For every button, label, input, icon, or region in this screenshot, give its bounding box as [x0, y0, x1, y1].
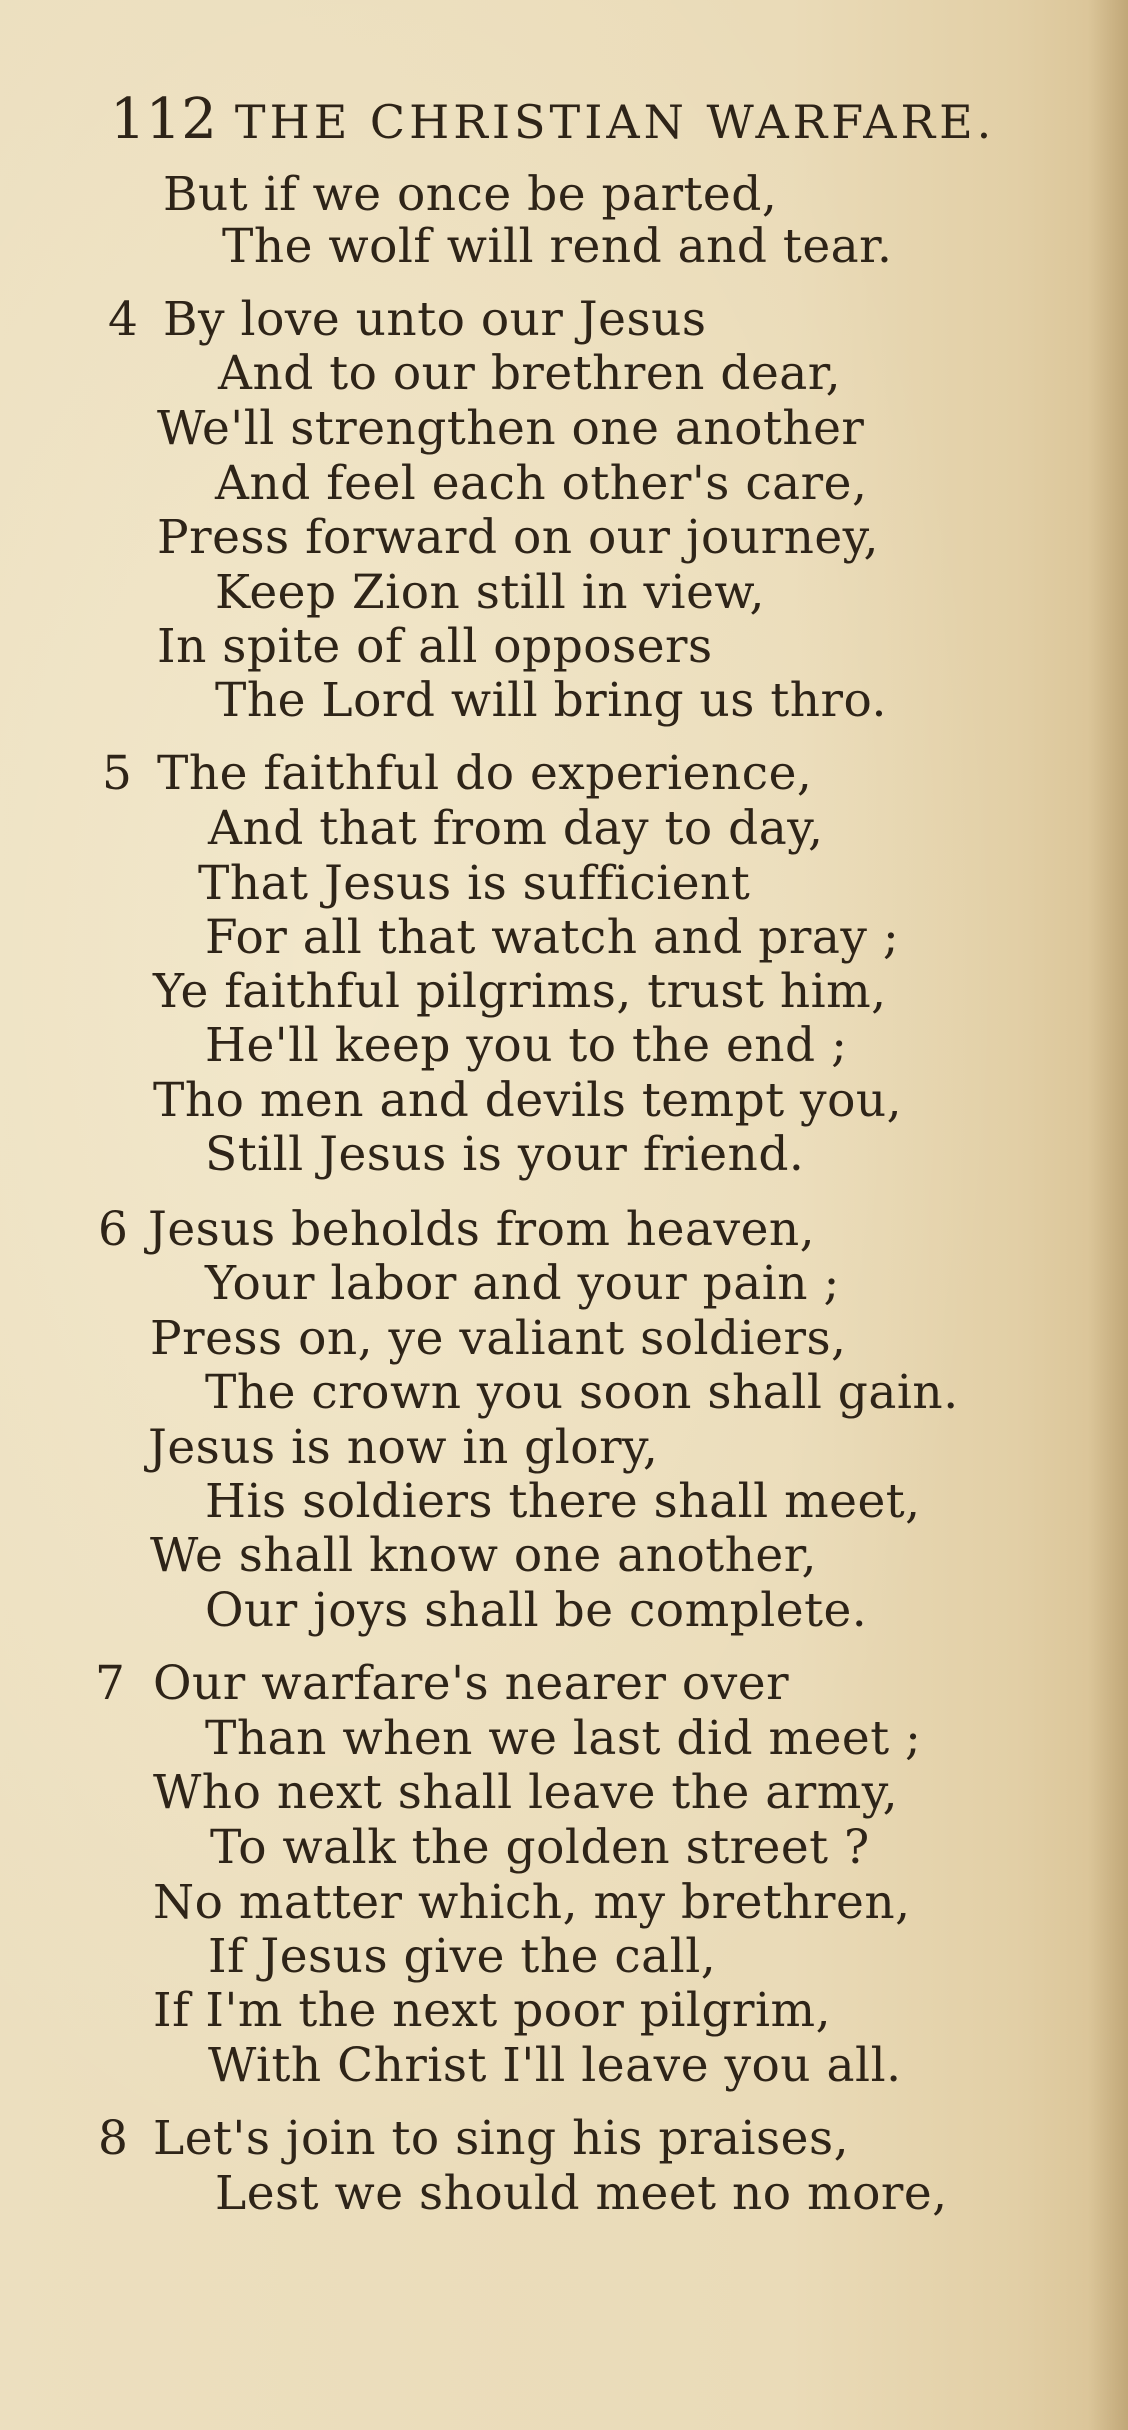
hymn-line: We shall know one another,	[150, 1528, 817, 1583]
hymn-line: Who next shall leave the army,	[153, 1765, 899, 1820]
hymn-line: And that from day to day,	[208, 801, 824, 856]
page-number: 112	[110, 87, 217, 152]
page-edge-shadow	[1088, 0, 1128, 2430]
hymn-line: His soldiers there shall meet,	[205, 1474, 921, 1529]
hymn-line: In spite of all opposers	[157, 619, 713, 674]
hymn-line: The faithful do experience,	[157, 746, 813, 801]
hymn-line: Press forward on our journey,	[157, 510, 879, 565]
hymn-line: Press on, ye valiant soldiers,	[150, 1311, 847, 1366]
hymn-line: Lest we should meet no more,	[215, 2166, 948, 2221]
hymn-line: Your labor and your pain ;	[205, 1256, 840, 1311]
running-title: THE CHRISTIAN WARFARE.	[234, 95, 996, 149]
hymn-line: And feel each other's care,	[215, 456, 868, 511]
hymn-line: Ye faithful pilgrims, trust him,	[153, 964, 887, 1019]
verse-number: 4	[108, 292, 138, 347]
verse-number: 6	[98, 1202, 128, 1257]
hymn-line: Let's join to sing his praises,	[153, 2111, 850, 2166]
hymn-line: Our warfare's nearer over	[153, 1656, 790, 1711]
hymn-line: The crown you soon shall gain.	[205, 1365, 959, 1420]
hymn-line: With Christ I'll leave you all.	[208, 2038, 902, 2093]
page-header	[110, 87, 996, 152]
hymn-line: Jesus beholds from heaven,	[148, 1202, 816, 1257]
hymn-line: If Jesus give the call,	[208, 1929, 717, 1984]
hymn-line: And to our brethren dear,	[218, 346, 842, 401]
hymn-line: Tho men and devils tempt you,	[153, 1073, 903, 1128]
hymn-line: Still Jesus is your friend.	[205, 1127, 805, 1182]
hymn-line: Than when we last did meet ;	[205, 1711, 922, 1766]
hymn-line: If I'm the next poor pilgrim,	[153, 1983, 832, 2038]
hymn-line: The wolf will rend and tear.	[222, 219, 893, 274]
hymn-line: But if we once be parted,	[163, 167, 778, 222]
hymn-line: That Jesus is sufficient	[198, 856, 751, 911]
hymn-line: To walk the golden street ?	[210, 1820, 870, 1875]
hymn-line: Our joys shall be complete.	[205, 1583, 868, 1638]
hymn-line: We'll strengthen one another	[157, 401, 865, 456]
verse-number: 8	[98, 2111, 128, 2166]
verse-number: 5	[102, 746, 132, 801]
hymn-line: By love unto our Jesus	[163, 292, 707, 347]
verse-number: 7	[95, 1656, 125, 1711]
hymn-line: Jesus is now in glory,	[148, 1420, 659, 1475]
hymn-line: No matter which, my brethren,	[153, 1875, 911, 1930]
hymn-line: For all that watch and pray ;	[205, 910, 900, 965]
hymn-line: He'll keep you to the end ;	[205, 1018, 848, 1073]
hymn-line: Keep Zion still in view,	[215, 565, 765, 620]
hymn-line: The Lord will bring us thro.	[215, 673, 887, 728]
